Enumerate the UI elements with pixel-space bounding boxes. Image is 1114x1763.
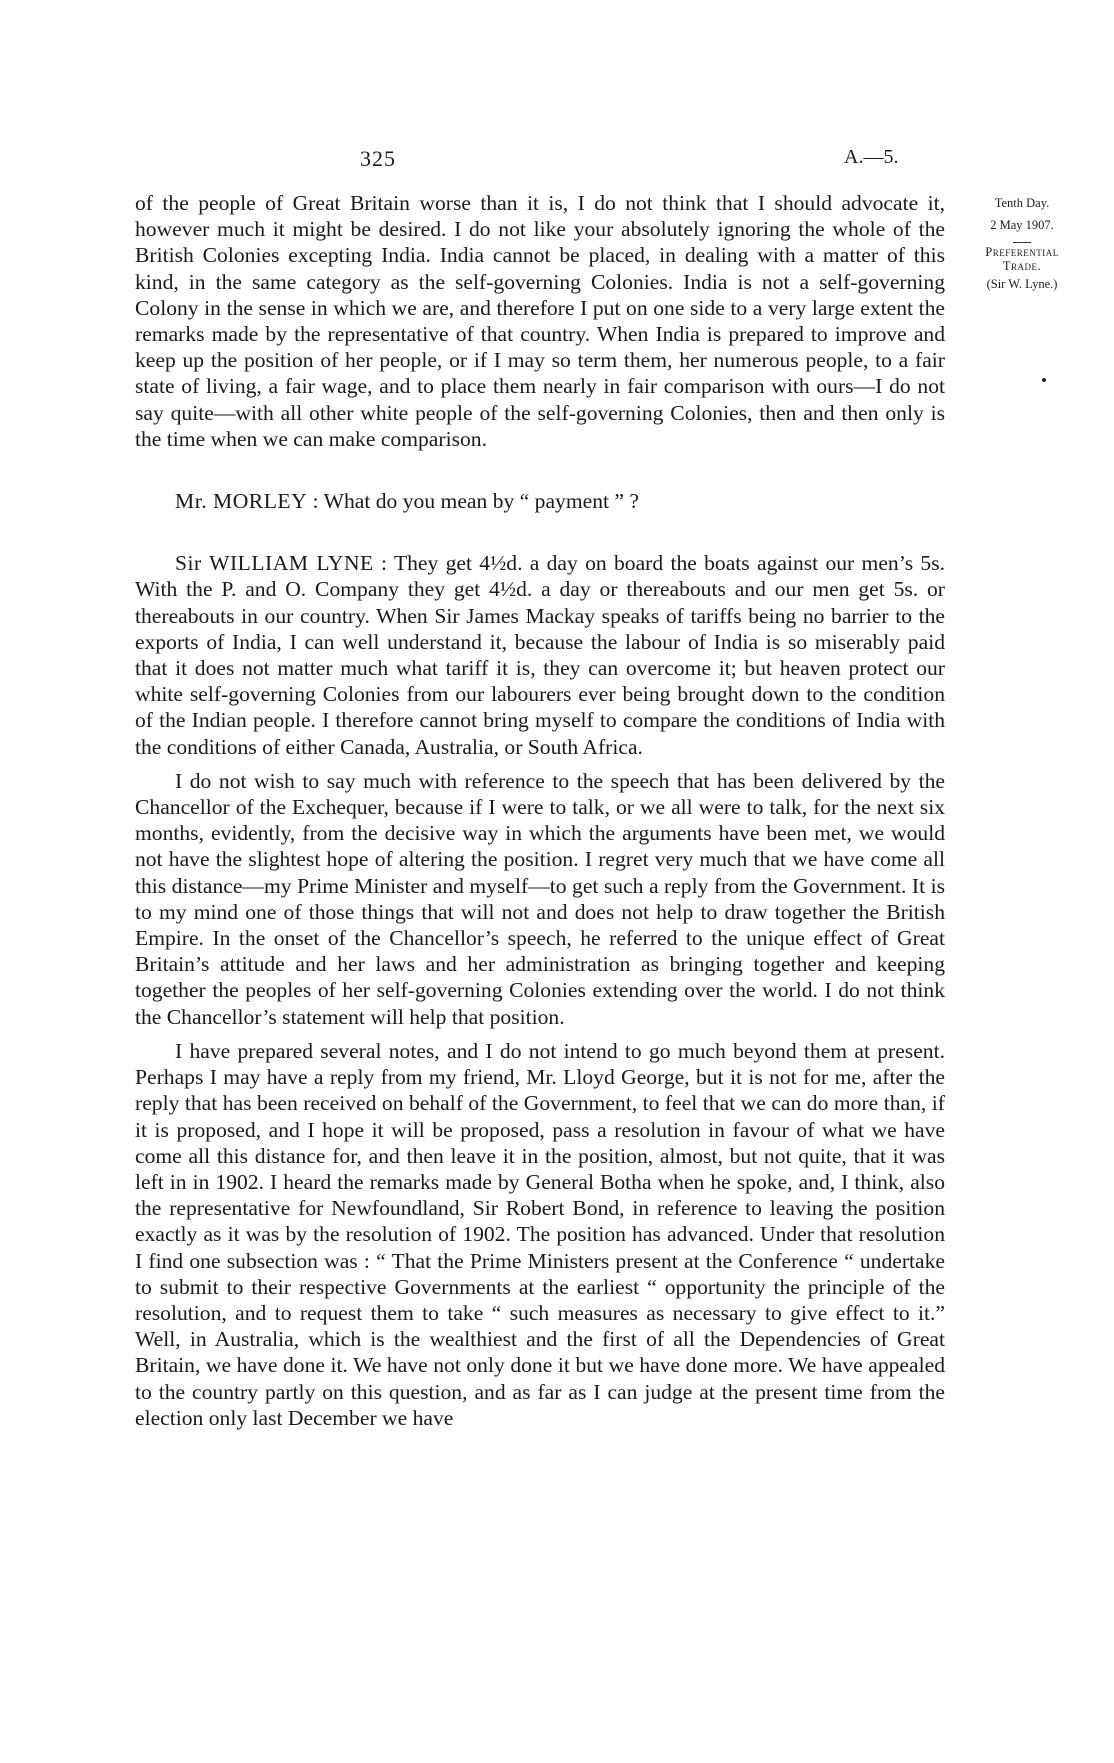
paragraph-lyne — [135, 550, 945, 760]
paragraph-morley — [135, 488, 945, 514]
margin-note-subject-line-2: Trade. — [1002, 259, 1042, 273]
margin-note-speaker: (Sir W. Lyne.) — [986, 277, 1058, 291]
margin-note-day: Tenth Day. — [994, 196, 1050, 210]
page-number: 325 — [360, 146, 396, 171]
print-mark — [1042, 378, 1046, 382]
speech-text: : What do you mean by “ payment ” ? — [312, 489, 639, 514]
margin-note-divider — [1013, 242, 1031, 243]
paragraph-continuation: of the people of Great Britain worse than it is, I do not think that I should advocate it, however much it might be desired. I do not like your absolutely ignoring the whole of the British Colonies excepting India. India cannot be placed, in dealing with a matter of this kind, in the same category as the self-governing Colonies. India is not a self-governing Colony in the sense in which we are, and therefore I put on one side to a very large extent the remarks made by the representative of that country. When India is prepared to improve and keep up the position of her people, or if I may so term them, her numerous people, to a fair state of living, a fair wage, and to place them nearly in fair comparison with ours—I do not say quite—with all other white people of the self-governing Colonies, then and then only is the time when we can make comparison. — [135, 191, 945, 451]
paragraph-notes: I have prepared several notes, and I do not intend to go much beyond them at present. Perhaps I may have a reply from my friend, Mr. Lloyd George, but it is not for me, after the reply that has been received on behalf of the Government, to feel that we can do more than, if it is proposed, and I hope it will be proposed, pass a resolution in favour of what we have come all this distance for, and then leave it in the position, almost, but not quite, that it was left in in 1902. I heard the remarks made by General Botha when he spoke, and, I think, also the representative for Newfoundland, Sir Robert Bond, in reference to leaving the position exactly as it was by the resolution of 1902. The position has advanced. Under that resolution I find one subsection was : “ That the Prime Ministers present at the Conference “ undertake to submit to their respective Governments at the earliest “ opportunity the principle of the resolution, and to request them to take “ such measures as necessary to give effect to it.” Well, in Australia, which is the wealthiest and the first of all the Dependencies of Great Britain, we have done it. We have not only done it but we have done more. We have appealed to the country partly on this question, and as far as I can judge at the present time from the election only last December we have — [135, 1038, 945, 1430]
speaker-name: Mr. MORLEY — [175, 489, 308, 514]
margin-note-date: 2 May 1907. — [990, 218, 1054, 232]
paragraph-chancellor: I do not wish to say much with reference to the speech that has been delivered by the Chancellor of the Exchequer, because if I were to talk, or we all were to talk, for the next six months, evidently, from the decisive way in which the arguments have been met, we would not have the slightest hope of altering the position. I regret very much that we have come all this distance—my Prime Minister and myself—to get such a reply from the Government. It is to my mind one of those things that will not and does not help to draw together the British Empire. In the onset of the Chancellor’s speech, he referred to the unique effect of Great Britain’s attitude and her laws and her administration as bringing together and keeping together the peoples of her self-governing Colonies extending over the world. I do not think the Chancellor’s statement will help that position. — [135, 768, 945, 1029]
margin-note — [962, 192, 1082, 295]
speech-text: : They get 4½d. a day on board the boats against our men’s 5s. With the P. and O. Company they get 4½d. a day or thereabouts and our men get 5s. or thereabouts in our country. When Sir James Mackay speaks of tariffs being no barrier to the exports of India, I can well understand it, because the labour of India is so miserably paid that it does not matter much what tariff it is, they can overcome it; but heaven protect our white self-governing Colonies from our labourers ever being brought down to the condition of the Indian people. I therefore cannot bring myself to compare the conditions of India with the conditions of either Canada, Australia, or South Africa. — [135, 551, 946, 759]
speaker-name: Sir WILLIAM LYNE — [175, 551, 374, 576]
document-body — [135, 190, 945, 1431]
margin-note-subject-line-1: Preferential — [985, 245, 1059, 259]
paper-reference: A.—5. — [844, 146, 899, 168]
